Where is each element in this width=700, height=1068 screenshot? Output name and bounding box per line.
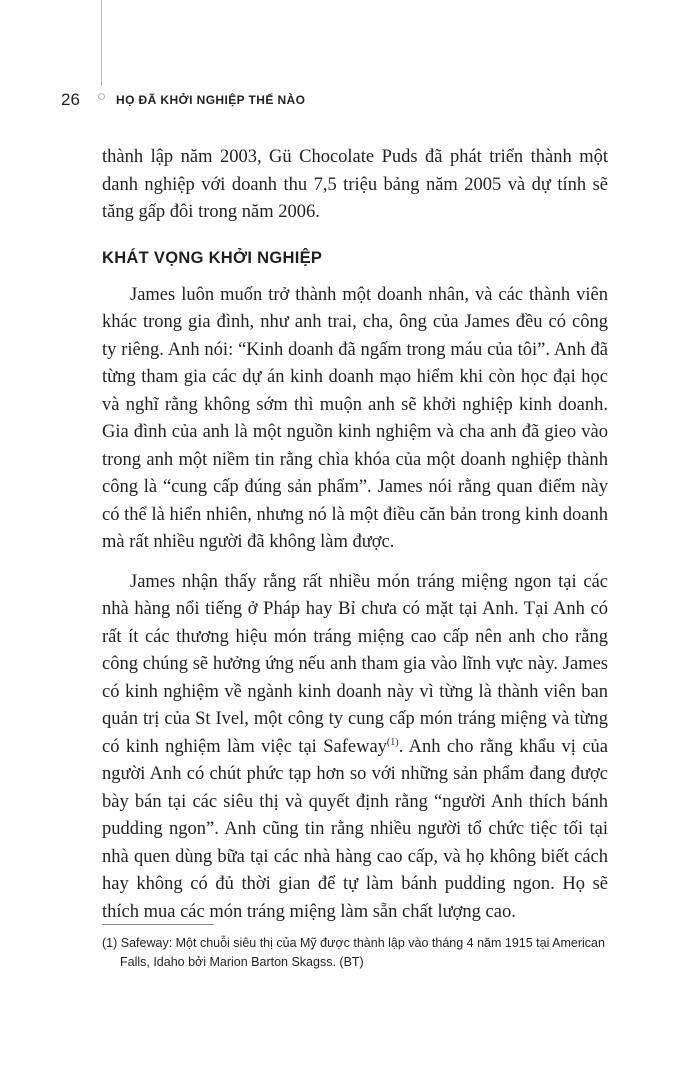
- body-paragraph-2-part-a: James nhận thấy rằng rất nhiều món tráng miệng ngon tại các nhà hàng nổi tiếng ở Pháp hay Bỉ chưa có mặt tại Anh. Tại Anh có rất ít các thương hiệu món tráng miệng cao cấp nên anh cho rằng công chúng sẽ hưởng ứng nếu anh tham gia vào lĩnh vực này. James có kinh nghiệm về ngành kinh doanh này vì từng là thành viên ban quản trị của St Ivel, một công ty cung cấp món tráng miệng và từng có kinh nghiệm làm việc tại Safeway: [102, 571, 608, 757]
- header-vertical-rule: [101, 0, 102, 86]
- running-title: HỌ ĐÃ KHỞI NGHIỆP THẾ NÀO: [116, 93, 306, 107]
- footnote-reference[interactable]: (1): [386, 736, 399, 748]
- footnote-divider: [102, 924, 214, 925]
- body-paragraph-2-part-b: . Anh cho rằng khẩu vị của người Anh có chút phức tạp hơn so với những sản phẩm đang được bày bán tại các siêu thị và quyết định rằng “người Anh thích bánh pudding ngon”. Anh cũng tin rằng nhiều người tổ chức tiệc tối tại nhà quen dùng bữa tại các nhà hàng cao cấp, và họ không biết cách hay không có đủ thời gian để tự làm bánh pudding ngon. Họ sẽ thích mua các món tráng miệng làm sẵn chất lượng cao.: [102, 736, 608, 922]
- footnote: [102, 934, 622, 972]
- footnote-line-1: (1) Safeway: Một chuỗi siêu thị của Mỹ được thành lập vào tháng 4 năm 1915 tại American: [102, 936, 605, 950]
- page-header: [0, 90, 700, 114]
- page-number: 26: [61, 90, 80, 109]
- body-paragraph-2: [102, 569, 608, 927]
- page-body: [102, 144, 608, 926]
- body-paragraph-1: James luôn muốn trở thành một doanh nhân, và các thành viên khác trong gia đình, như anh trai, cha, ông của James đều có công ty riêng. Anh nói: “Kinh doanh đã ngấm trong máu của tôi”. Anh đã từng tham gia các dự án kinh doanh mạo hiểm khi còn học đại học và nghĩ rằng không sớm thì muộn anh sẽ khởi nghiệp kinh doanh. Gia đình của anh là một nguồn kinh nghiệm và cha anh đã gieo vào trong anh một niềm tin rằng chìa khóa của một doanh nghiệp thành công là “cung cấp đúng sản phẩm”. James nói rằng quan điểm này có thể là hiển nhiên, nhưng nó là một điều căn bản trong kinh doanh mà rất nhiều người đã không làm được.: [102, 284, 608, 552]
- footnote-line-2: Falls, Idaho bởi Marion Barton Skagss. (BT): [120, 955, 364, 969]
- intro-paragraph: thành lập năm 2003, Gü Chocolate Puds đã phát triển thành một danh nghiệp với doanh thu 7,5 triệu bảng năm 2005 và dự tính sẽ tăng gấp đôi trong năm 2006.: [102, 147, 608, 222]
- section-heading: KHÁT VỌNG KHỞI NGHIỆP: [102, 248, 323, 267]
